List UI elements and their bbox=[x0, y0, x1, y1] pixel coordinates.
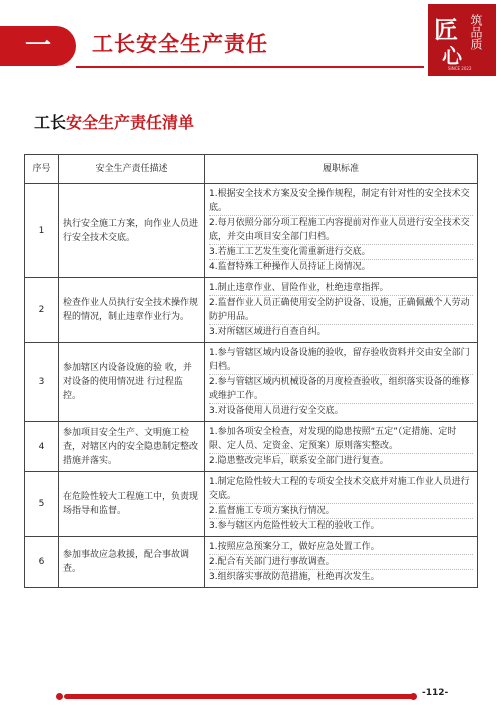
row-number: 1 bbox=[25, 184, 59, 278]
row-description: 执行安全施工方案，向作业人员进行安全技术交底。 bbox=[59, 184, 205, 278]
row-description: 在危险性较大工程施工中，负责现场指导和监督。 bbox=[59, 472, 205, 537]
section-number-tab: 一 bbox=[0, 26, 76, 66]
page-number: -112- bbox=[422, 688, 449, 698]
row-standards bbox=[205, 537, 478, 588]
row-number: 4 bbox=[25, 422, 59, 472]
footer-bar bbox=[64, 694, 414, 699]
row-standards bbox=[205, 278, 478, 343]
table-row bbox=[25, 472, 478, 537]
row-standards bbox=[205, 472, 478, 537]
table-header-row bbox=[25, 155, 478, 184]
brand-logo bbox=[428, 4, 496, 76]
standard-item: 2.监督施工专项方案执行情况。 bbox=[209, 504, 473, 519]
standard-item: 2.配合有关部门进行事故调查。 bbox=[209, 555, 473, 570]
row-description: 参加项目安全生产、文明施工检查，对辖区内的安全隐患制定整改措施并落实。 bbox=[59, 422, 205, 472]
standard-item: 3.对所辖区域进行自查自纠。 bbox=[209, 327, 326, 337]
page-header bbox=[0, 0, 501, 78]
header-title: 工长安全生产责任 bbox=[92, 32, 268, 56]
table-row bbox=[25, 343, 478, 422]
standard-item: 1.参与管辖区域内设备设施的验收，留存验收资料并交由安全部门归档。 bbox=[209, 346, 473, 375]
standard-item: 1.按照应急预案分工，做好应急处置工作。 bbox=[209, 540, 473, 555]
standard-item: 2.隐患整改完毕后，联系安全部门进行复查。 bbox=[209, 456, 389, 466]
standard-item: 3.组织落实事故防范措施，杜绝再次发生。 bbox=[209, 572, 380, 582]
table-row bbox=[25, 537, 478, 588]
section-title bbox=[34, 110, 194, 133]
header-underline bbox=[76, 66, 424, 68]
row-number: 2 bbox=[25, 278, 59, 343]
responsibility-table bbox=[24, 154, 478, 588]
footer-dot-left bbox=[56, 693, 63, 700]
table-row bbox=[25, 184, 478, 278]
header-desc: 安全生产责任描述 bbox=[59, 155, 205, 184]
standard-item: 1.制定危险性较大工程的专项安全技术交底并对施工作业人员进行交底。 bbox=[209, 475, 473, 504]
row-standards bbox=[205, 184, 478, 278]
standard-item: 3.对设备使用人员进行安全交底。 bbox=[209, 406, 344, 416]
row-number: 5 bbox=[25, 472, 59, 537]
logo-side-text: 筑品质 bbox=[469, 14, 483, 50]
standard-item: 3.若施工工艺发生变化需重新进行交底。 bbox=[209, 245, 473, 260]
row-number: 3 bbox=[25, 343, 59, 422]
table-row bbox=[25, 422, 478, 472]
row-description: 检查作业人员执行安全技术操作规程的情况，制止违章作业行为。 bbox=[59, 278, 205, 343]
logo-since: SINCE 2022 bbox=[448, 66, 472, 71]
row-number: 6 bbox=[25, 537, 59, 588]
logo-char-bottom: 心 bbox=[442, 44, 462, 68]
section-title-prefix: 工长 bbox=[34, 113, 67, 132]
logo-char-top: 匠 bbox=[434, 15, 458, 44]
header-no: 序号 bbox=[25, 155, 59, 184]
row-description: 参加辖区内设备设施的验 收，并对设备的使用情况进 行过程监控。 bbox=[59, 343, 205, 422]
standard-item: 1.根据安全技术方案及安全操作规程，制定有针对性的安全技术交底。 bbox=[209, 187, 473, 216]
row-standards bbox=[205, 343, 478, 422]
standard-item: 2.每月依照分部分项工程施工内容提前对作业人员进行安全技术交底，并交由项目安全部门归档。 bbox=[209, 216, 473, 245]
standard-item: 1.参加各项安全检查，对发现的隐患按照“五定”（定措施、定时限、定人员、定资金、定预案）原则落实整改。 bbox=[209, 425, 473, 454]
row-description: 参加事故应急救援，配合事故调查。 bbox=[59, 537, 205, 588]
standard-item: 2.监督作业人员正确使用安全防护设备、设施，正确佩戴个人劳动防护用品。 bbox=[209, 296, 473, 325]
footer-dot-right bbox=[410, 693, 417, 700]
row-standards bbox=[205, 422, 478, 472]
standard-item: 2.参与管辖区域内机械设备的月度检查验收，组织落实设备的维修或维护工作。 bbox=[209, 375, 473, 404]
standard-item: 1.制止违章作业、冒险作业，杜绝违章指挥。 bbox=[209, 281, 473, 296]
standard-item: 4.监督特殊工种操作人员持证上岗情况。 bbox=[209, 262, 371, 272]
standard-item: 3.参与辖区内危险性较大工程的验收工作。 bbox=[209, 521, 380, 531]
section-title-highlight: 安全生产责任清单 bbox=[66, 113, 195, 132]
header-std: 履职标准 bbox=[205, 155, 478, 184]
table-row bbox=[25, 278, 478, 343]
